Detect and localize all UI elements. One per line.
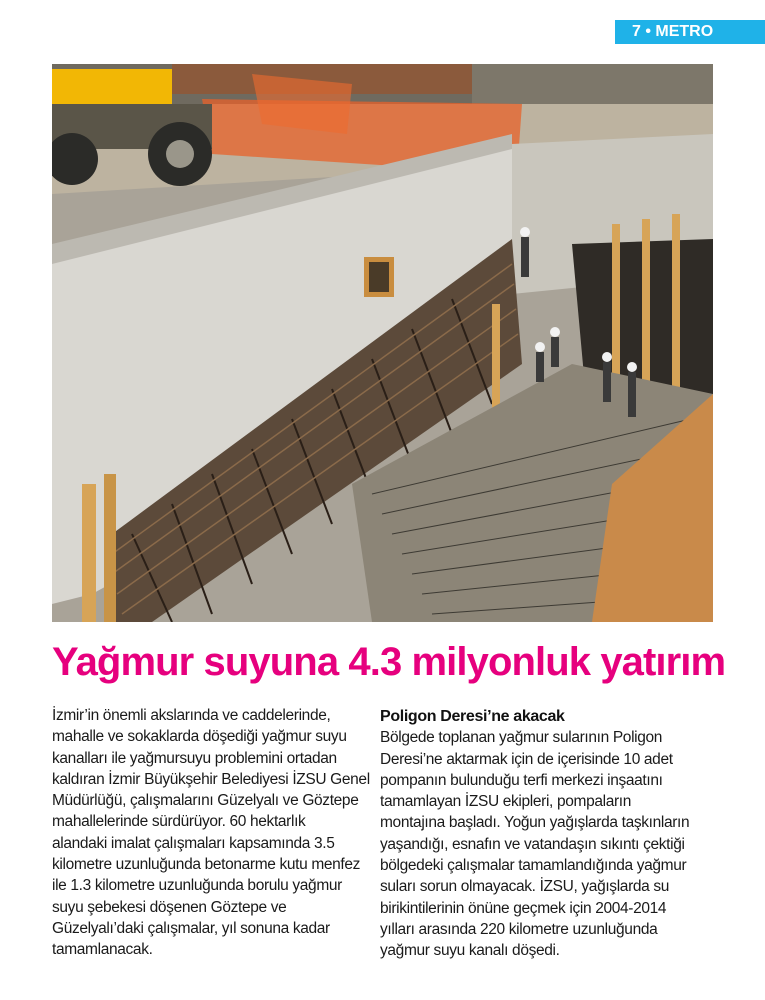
body-text-line: alandaki imalat çalışmaları kapsamında 3.5 (52, 834, 335, 852)
body-text-line: tamamlayan İZSU ekipleri, pompaların (380, 793, 632, 811)
body-text-line: yağmur suyu kanalı döşedi. (380, 942, 560, 960)
body-text-line: Deresi’ne aktarmak için de içerisinde 10 adet (380, 750, 673, 768)
body-text-line: mahallelerinde sürdürüyor. 60 hektarlık (52, 813, 306, 831)
body-text-line: kaldıran İzmir Büyükşehir Belediyesi İZSU Genel (52, 770, 370, 788)
article-subheading: Poligon Deresi’ne akacak (380, 708, 565, 725)
body-text-line: birikintilerinin önüne geçmek için 2004-2014 (380, 899, 667, 917)
body-text-line: kilometre uzunluğunda betonarme kutu menfez (52, 856, 361, 874)
body-text-line: mahalle ve sokaklarda döşediği yağmur suyu (52, 728, 347, 746)
article-left-column (52, 705, 370, 961)
body-text-line: İzmir’in önemli akslarında ve caddelerinde, (52, 707, 331, 724)
body-text-line: yaşandığı, esnafın ve vatandaşın sıkıntı çektiği (380, 835, 685, 853)
body-text-line: suları sorun olmayacak. İZSU, yağışlarda su (380, 878, 670, 896)
body-text-line: bölgedeki çalışmalar tamamlandığında yağmur (380, 857, 687, 875)
body-text-line: kanalları ile yağmursuyu problemini ortadan (52, 749, 337, 767)
body-text-line: suyu şebekesi döşenen Göztepe ve (52, 898, 287, 916)
page-section-tag: 7 • METRO (615, 20, 765, 44)
body-text-line: Müdürlüğü, çalışmalarını Güzelyalı ve Göztepe (52, 792, 359, 810)
article-right-column (380, 706, 710, 962)
body-text-line: ile 1.3 kilometre uzunluğunda borulu yağmur (52, 877, 342, 895)
body-text-line: montajına başladı. Yoğun yağışlarda taşkınların (380, 814, 690, 832)
construction-site-photo (52, 64, 713, 622)
body-text-line: pompanın bulunduğu terfi merkezi inşaatını (380, 771, 663, 789)
body-text-line: tamamlanacak. (52, 941, 153, 959)
article-headline: Yağmur suyuna 4.3 milyonluk yatırım (52, 640, 726, 684)
body-text-line: Güzelyalı’daki çalışmalar, yıl sonuna kadar (52, 919, 330, 937)
body-text-line: Bölgede toplanan yağmur sularının Poligon (380, 729, 663, 747)
body-text-line: yılları arasında 220 kilometre uzunluğunda (380, 920, 658, 938)
